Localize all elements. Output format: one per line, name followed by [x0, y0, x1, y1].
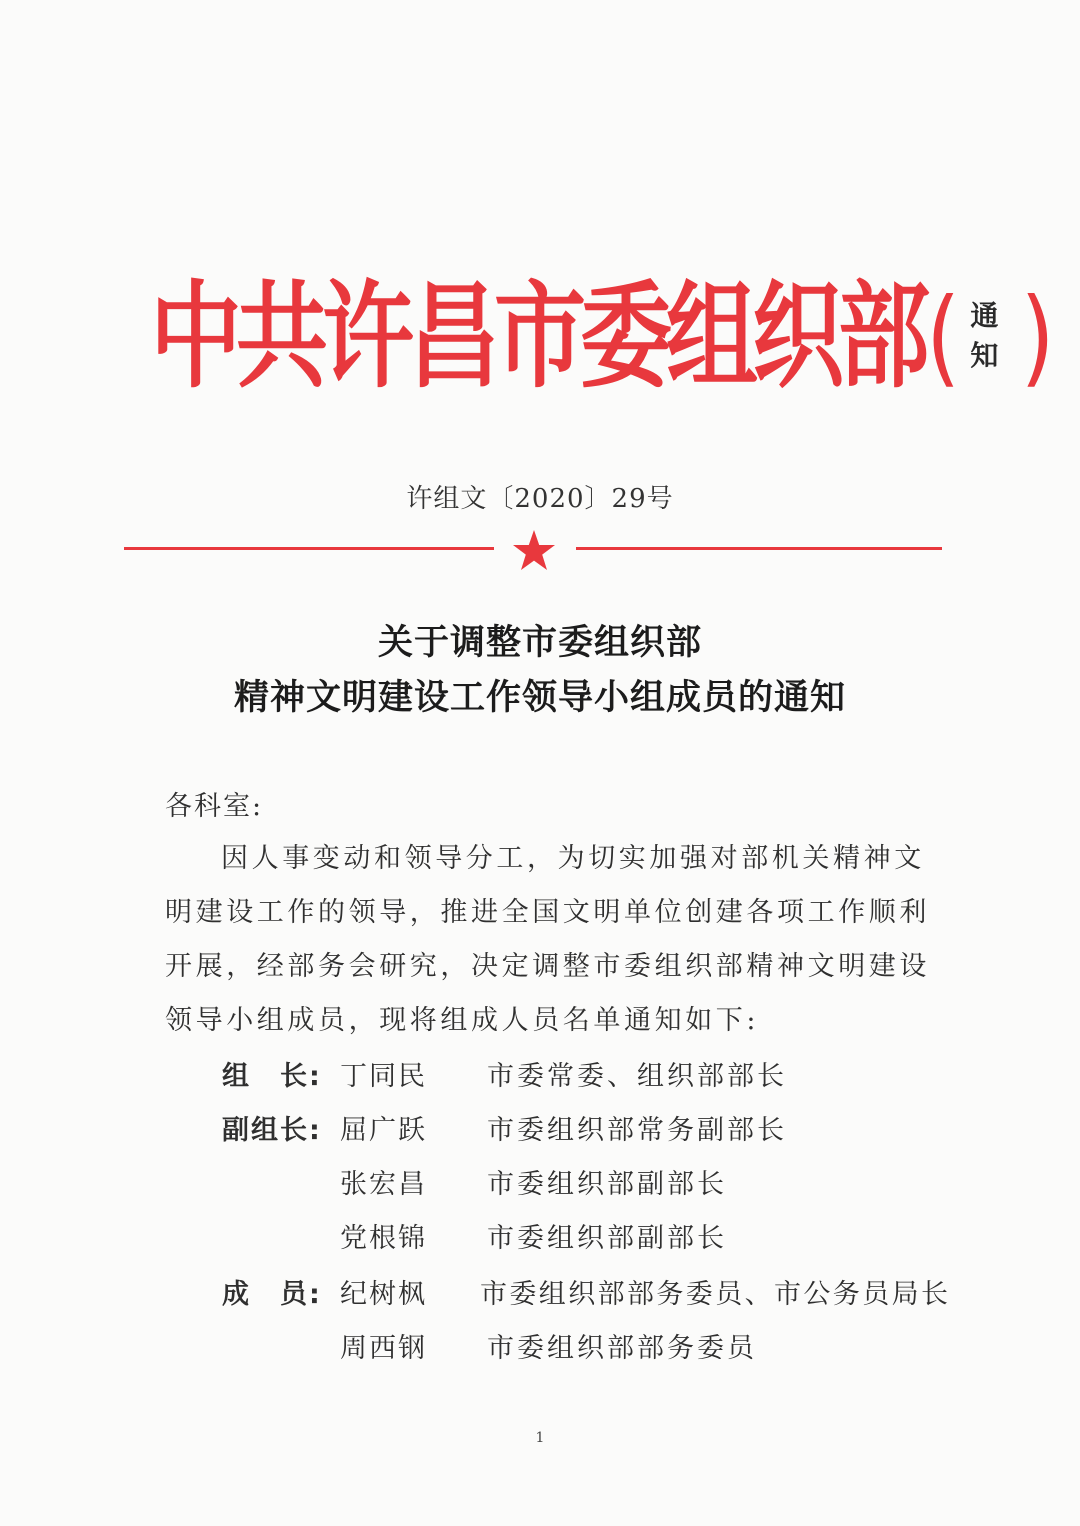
body-paragraph: [165, 832, 945, 1048]
member-row: [0, 1162, 1080, 1202]
document-title-line-2: 精神文明建设工作领导小组成员的通知: [233, 678, 846, 718]
member-name: 张宏昌: [340, 1169, 427, 1200]
member-name: 周西钢: [340, 1333, 427, 1364]
document-number: 许组文〔2020〕29号: [406, 484, 674, 514]
member-name: 屈广跃: [340, 1115, 427, 1146]
page-number: 1: [535, 1430, 545, 1446]
member-role: 组 长:: [222, 1061, 322, 1092]
member-role: 副组长:: [222, 1115, 322, 1146]
body-paragraph-text: 因人事变动和领导分工，为切实加强对部机关精神文明建设工作的领导，推进全国文明单位创建各项工作顺利开展，经部务会研究，决定调整市委组织部精神文明建设领导小组成员，现将组成人员名单通知如下:: [165, 843, 930, 1036]
member-position: 市委常委、组织部部长: [487, 1061, 787, 1092]
member-role: 成 员:: [222, 1279, 322, 1310]
member-name: 纪树枫: [340, 1279, 427, 1310]
member-row: [0, 1216, 1080, 1256]
salutation: 各科室:: [165, 791, 264, 822]
member-row: [0, 1054, 1080, 1094]
red-rule-left: [124, 547, 494, 550]
member-position: 市委组织部部务委员、市公务员局长: [480, 1279, 951, 1310]
member-name: 丁同民: [340, 1061, 427, 1092]
document-title-line-1: 关于调整市委组织部: [377, 623, 702, 663]
masthead-paren-open: (: [926, 274, 961, 399]
red-rule-right: [576, 547, 942, 550]
member-name: 党根锦: [340, 1223, 427, 1254]
member-row: [0, 1108, 1080, 1148]
member-row: [0, 1272, 1080, 1312]
masthead: [150, 269, 1055, 404]
member-row: [0, 1326, 1080, 1366]
member-position: 市委组织部部务委员: [487, 1333, 757, 1364]
member-position: 市委组织部副部长: [487, 1169, 727, 1200]
member-position: 市委组织部常务副部长: [487, 1115, 787, 1146]
star-icon: [512, 529, 556, 571]
member-position: 市委组织部副部长: [487, 1223, 727, 1254]
masthead-subtitle: 通知: [970, 299, 1005, 372]
masthead-paren-close: ): [1020, 274, 1055, 399]
masthead-title: 中共许昌市委组织部: [150, 269, 925, 404]
